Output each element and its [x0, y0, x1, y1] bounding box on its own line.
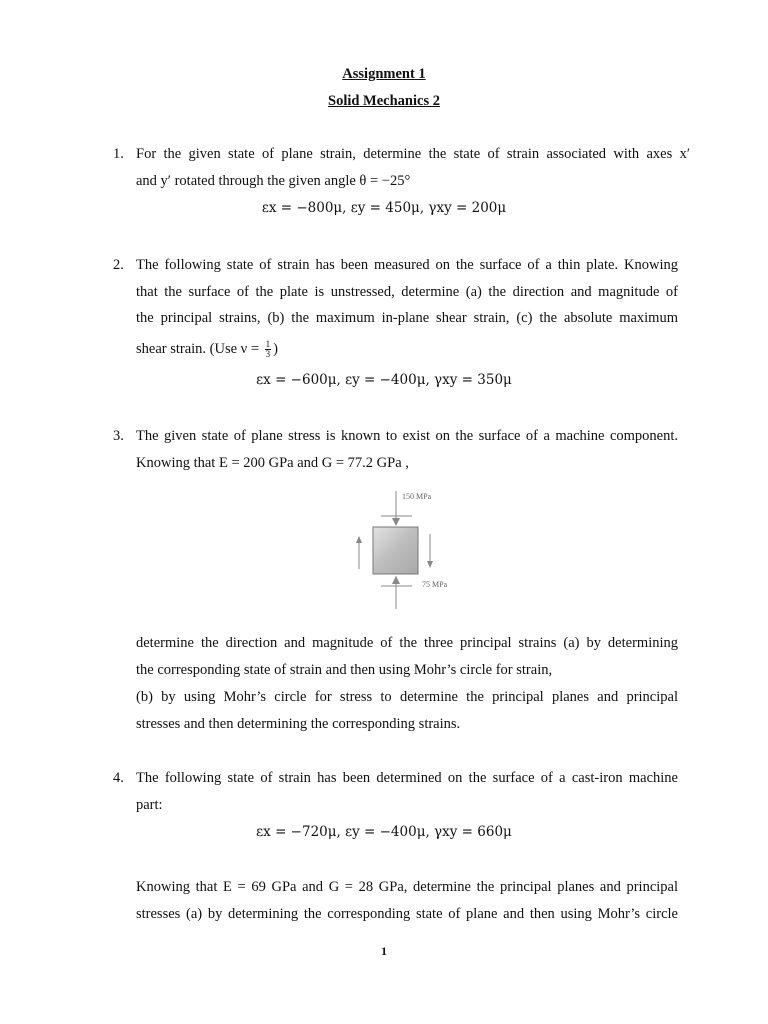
bottom-arrow-head	[392, 576, 400, 584]
question-1-line-1: For the given state of plane strain, determine the state of strain associated with axes x′	[136, 146, 690, 162]
question-3-line-4: the corresponding state of strain and then using Mohr’s circle for strain,	[136, 662, 553, 678]
question-3-line-5: (b) by using Mohr’s circle for stress to determine the principal planes and principal	[136, 689, 678, 705]
stress-element-square	[373, 527, 418, 574]
question-2-line-1: The following state of strain has been measured on the surface of a thin plate. Knowing	[136, 257, 678, 273]
question-2-line-2: that the surface of the plate is unstressed, determine (a) the direction and magnitude of	[136, 284, 678, 300]
question-1-line-2: and y′ rotated through the given angle θ = −25°	[136, 173, 411, 189]
top-stress-label: 150 MPa	[402, 492, 432, 501]
question-3-line-6: stresses and then determining the corresponding strains.	[136, 716, 461, 732]
one-third-fraction	[265, 340, 272, 359]
question-2-line-4-close: )	[273, 340, 279, 357]
question-3-line-1: The given state of plane stress is known to exist on the surface of a machine component.	[136, 428, 678, 444]
question-1-number: 1.	[113, 146, 124, 162]
top-arrow-head	[392, 518, 400, 526]
fraction-denominator: 3	[265, 349, 271, 359]
question-4-equation: εx = −720μ, εy = −400μ, γxy = 660μ	[256, 824, 512, 840]
question-3-line-2: Knowing that E = 200 GPa and G = 77.2 GPa ,	[136, 455, 409, 471]
question-2-line-3: the principal strains, (b) the maximum in-plane shear strain, (c) the absolute maximum	[136, 310, 678, 326]
stress-element-diagram	[344, 485, 484, 610]
question-2-number: 2.	[113, 257, 124, 273]
question-4-line-2: part:	[136, 797, 163, 813]
right-arrow-head	[427, 561, 433, 568]
question-3-line-3: determine the direction and magnitude of the three principal strains (a) by determining	[136, 635, 678, 651]
question-1-equation: εx = −800μ, εy = 450μ, γxy = 200μ	[261, 200, 507, 216]
question-4-line-1: The following state of strain has been determined on the surface of a cast-iron machine	[136, 770, 678, 786]
fraction-numerator: 1	[265, 339, 271, 349]
page-number: 1	[381, 944, 387, 958]
left-arrow-head	[356, 536, 362, 543]
assignment-title: Assignment 1	[342, 66, 426, 82]
course-title: Solid Mechanics 2	[328, 93, 440, 109]
bottom-stress-label: 75 MPa	[422, 580, 448, 589]
question-2-line-4	[136, 340, 278, 359]
question-4-number: 4.	[113, 770, 124, 786]
question-3-number: 3.	[113, 428, 124, 444]
question-2-equation: εx = −600μ, εy = −400μ, γxy = 350μ	[256, 372, 512, 388]
question-4-line-4: stresses (a) by determining the corresponding state of plane and then using Mohr’s circle	[136, 906, 678, 922]
question-2-line-4-text: shear strain. (Use ν =	[136, 340, 260, 357]
question-4-line-3: Knowing that E = 69 GPa and G = 28 GPa, determine the principal planes and principal	[136, 879, 678, 895]
